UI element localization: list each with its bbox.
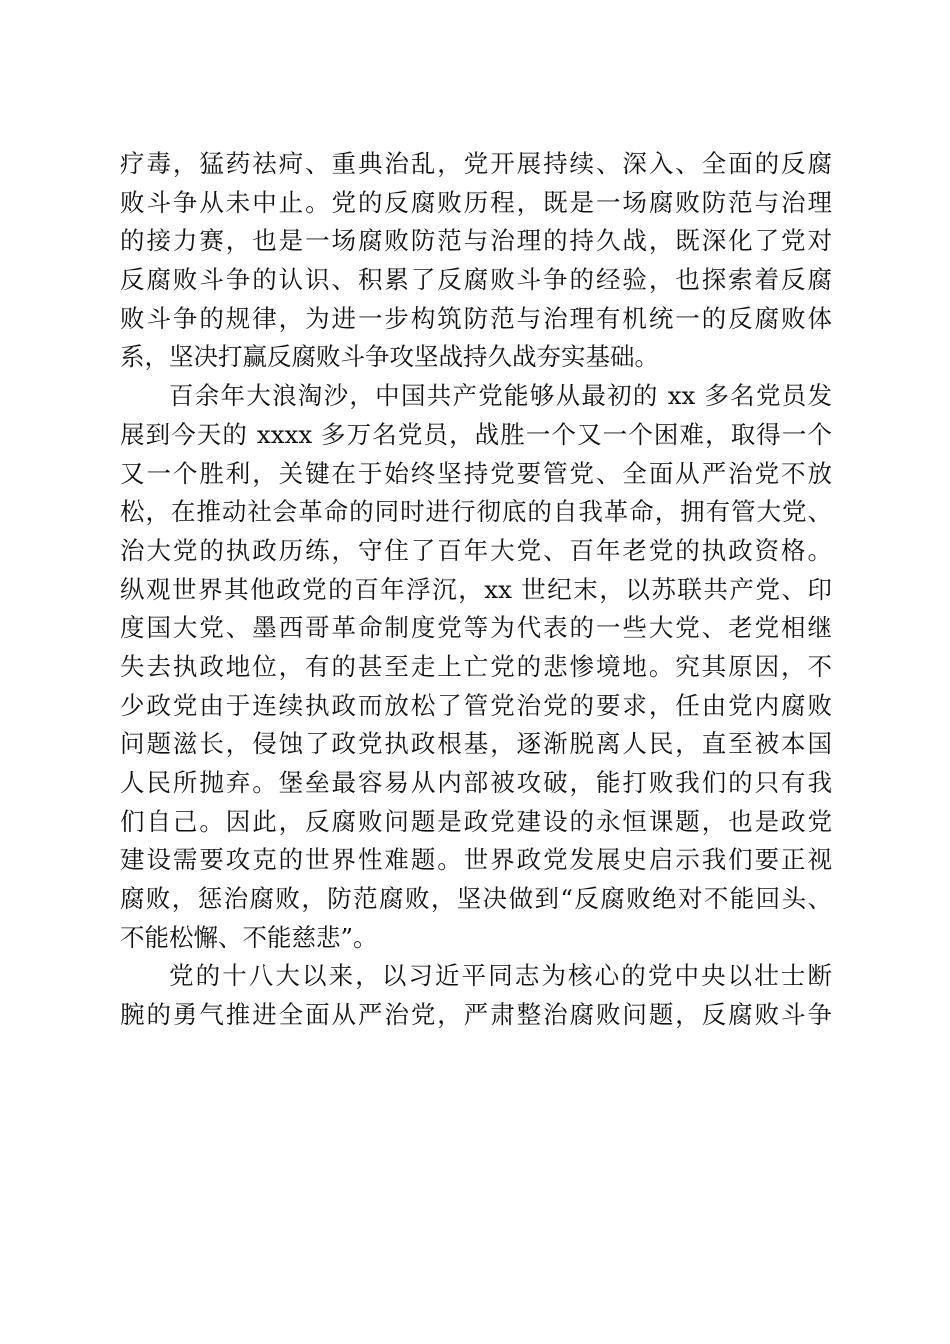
text-line: 败斗争从未中止。党的反腐败历程，既是一场腐败防范与治理 [120,187,832,217]
text-line: 的接力赛，也是一场腐败防范与治理的持久战，既深化了党对 [120,226,832,256]
text-line: 失去执政地位，有的甚至走上亡党的悲惨境地。究其原因，不 [120,651,832,681]
text-line: 少政党由于连续执政而放松了管党治党的要求，任由党内腐败 [120,690,832,720]
paragraph-2 [120,377,832,957]
text-line: 问题滋长，侵蚀了政党执政根基，逐渐脱离人民，直至被本国 [120,729,832,759]
paragraph-3 [120,957,832,1034]
text-line: 反腐败斗争的认识、积累了反腐败斗争的经验，也探索着反腐 [120,265,832,295]
text-line: 建设需要攻克的世界性难题。世界政党发展史启示我们要正视 [120,845,832,875]
text-line: 又一个胜利，关键在于始终坚持党要管党、全面从严治党不放 [120,458,832,488]
text-line: 松，在推动社会革命的同时进行彻底的自我革命，拥有管大党、 [120,497,832,527]
paragraph-1 [120,145,832,377]
document-body [120,145,832,1035]
text-line: 展到今天的 xxxx 多万名党员，战胜一个又一个困难，取得一个 [120,419,832,449]
text-line: 败斗争的规律，为进一步构筑防范与治理有机统一的反腐败体 [120,303,832,333]
text-line: 度国大党、墨西哥革命制度党等为代表的一些大党、老党相继 [120,613,832,643]
text-line: 腐败，惩治腐败，防范腐败，坚决做到“反腐败绝对不能回头、 [120,884,832,914]
text-line: 党的十八大以来，以习近平同志为核心的党中央以壮士断 [169,961,832,991]
text-line: 人民所抛弃。堡垒最容易从内部被攻破，能打败我们的只有我 [120,768,832,797]
text-line: 腕的勇气推进全面从严治党，严肃整治腐败问题，反腐败斗争 [120,1000,832,1030]
text-line: 治大党的执政历练，守住了百年大党、百年老党的执政资格。 [120,535,832,565]
text-line: 百余年大浪淘沙，中国共产党能够从最初的 xx 多名党员发 [169,381,832,411]
text-line: 疗毒，猛药祛疴、重典治乱，党开展持续、深入、全面的反腐 [120,149,832,178]
text-line: 纵观世界其他政党的百年浮沉，xx 世纪末，以苏联共产党、印 [120,574,832,604]
text-line: 不能松懈、不能慈悲”。 [120,922,378,952]
text-line: 系，坚决打赢反腐败斗争攻坚战持久战夯实基础。 [120,342,659,372]
text-line: 们自己。因此，反腐败问题是政党建设的永恒课题，也是政党 [120,806,832,836]
